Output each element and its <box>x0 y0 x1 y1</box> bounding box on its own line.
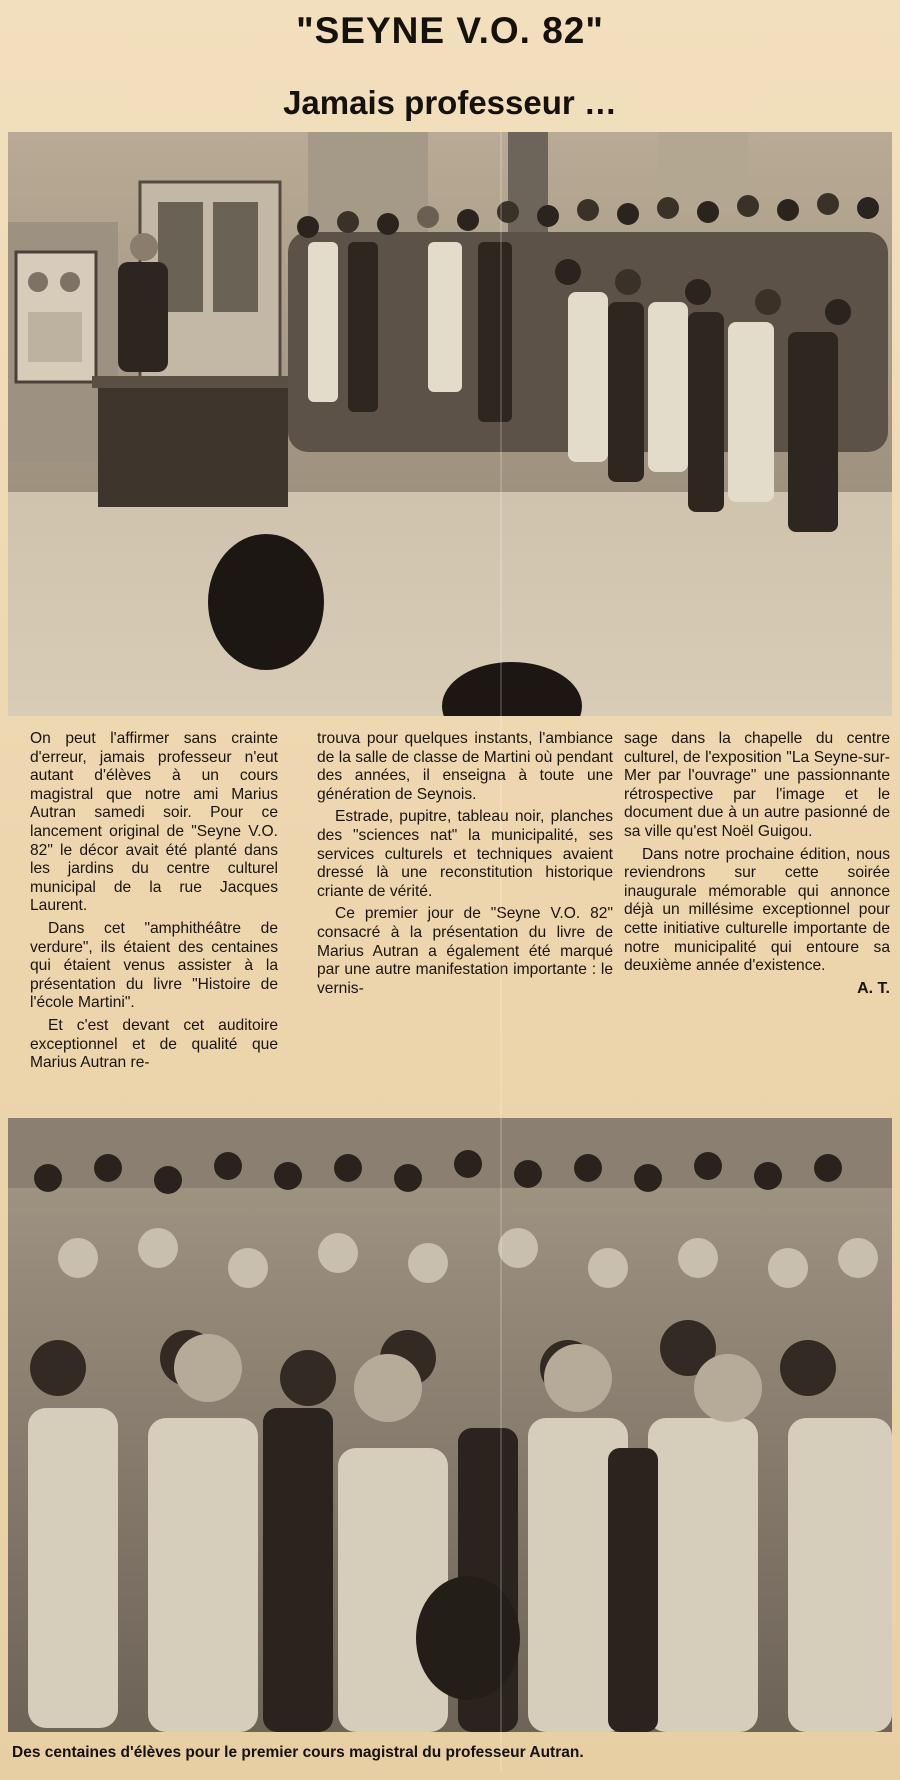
paragraph: On peut l'affirmer sans crainte d'erreur, jamais professeur n'eut autant d'élèves à un cours magistral que notre ami Marius Autran samedi soir. Pour ce lancement original de "Seyne V.O. 82" le décor avait été planté dans les jardins du centre culturel municipal de la rue Jacques Laurent. <box>30 730 278 915</box>
article-signature: A. T. <box>857 979 890 997</box>
paragraph: Ce premier jour de "Seyne V.O. 82" consacré à la présentation du livre de Marius Autran a également été marqué par une autre manifestation importante : le vernis- <box>317 905 613 997</box>
paragraph: Et c'est devant cet auditoire exceptionnel et de qualité que Marius Autran re- <box>30 1016 278 1072</box>
crowd-photo <box>8 1118 892 1732</box>
paragraph: trouva pour quelques instants, l'ambiance de la salle de classe de Martini où pendant des années, il enseigna à toute une génération de Seynois. <box>317 730 613 803</box>
article-column-3 <box>624 730 890 1002</box>
page-fold <box>500 132 502 1772</box>
paragraph: Dans cet "amphithéâtre de verdure", ils étaient des centaines qui étaient venus assister à la présentation du livre "Histoire de l'école Martini". <box>30 919 278 1012</box>
photo-caption: Des centaines d'élèves pour le premier cours magistral du professeur Autran. <box>12 1744 584 1761</box>
paragraph: Estrade, pupitre, tableau noir, planches des "sciences nat" la municipalité, ses services culturels et techniques avaient dressé là une reconstitution historique criante de vérité. <box>317 808 613 900</box>
classroom-photo <box>8 132 892 716</box>
paragraph: Dans notre prochaine édition, nous reviendrons sur cette soirée inaugurale mémorable qui annonce déjà un millésime exceptionnel pour cette initiative culturelle importante de notre municipalité qui entoure sa deuxième année d'existence. <box>624 845 890 975</box>
article-headline: "SEYNE V.O. 82" <box>296 10 604 51</box>
article-column-2 <box>317 730 613 1002</box>
article-column-1 <box>30 730 278 1077</box>
article-body <box>30 730 900 1110</box>
article-subheadline: Jamais professeur … <box>283 84 617 121</box>
paragraph: sage dans la chapelle du centre culturel, de l'exposition "La Seyne-sur-Mer par l'ouvrage" une passionnante rétrospective par l'image et le document due à un autre pasionné de sa ville qu'est Noël Guigou. <box>624 730 890 840</box>
